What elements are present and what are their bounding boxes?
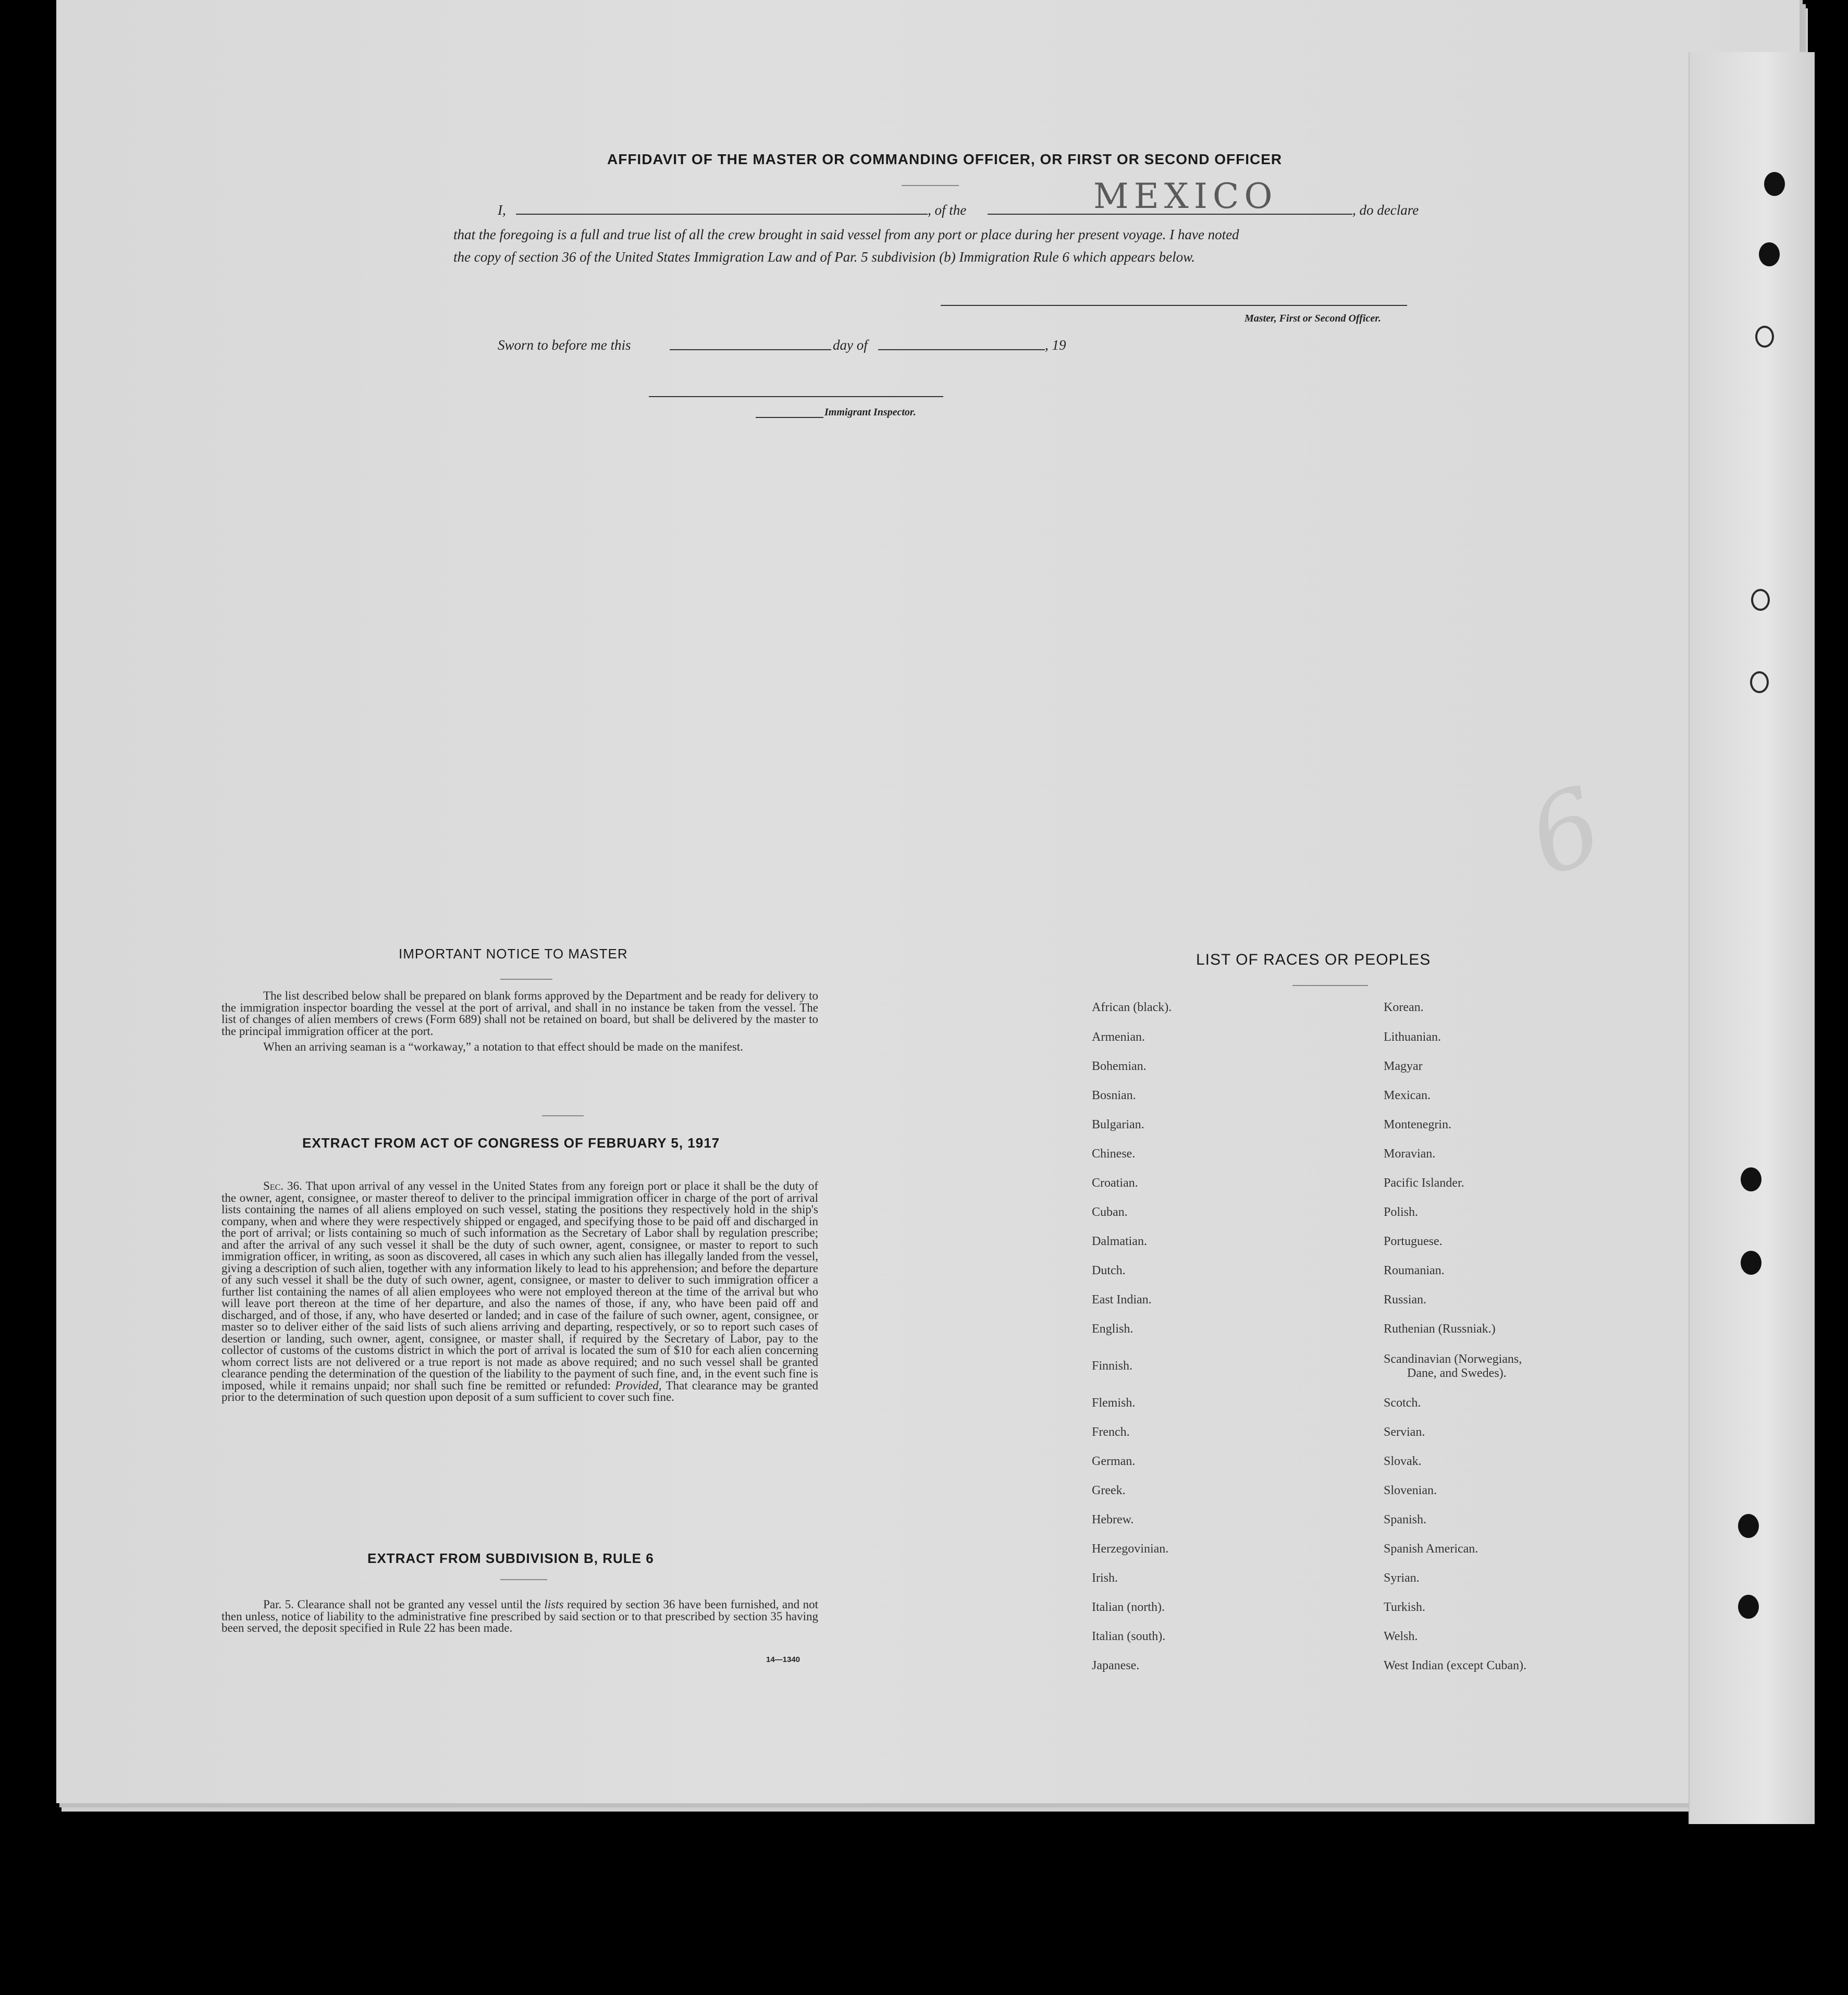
race-item: Dane, and Swedes). — [1407, 1366, 1507, 1380]
affidavit-title: AFFIDAVIT OF THE MASTER OR COMMANDING OFFICER, OR FIRST OR SECOND OFFICER — [607, 151, 1283, 167]
act-provided: Provided, — [615, 1378, 662, 1392]
race-item: Bosnian. — [1092, 1089, 1136, 1102]
vessel-name: MEXICO — [1093, 176, 1278, 216]
page-edge — [1689, 52, 1815, 1824]
affidavit-line-2: that the foregoing is a full and true list of all the crew brought in said vessel from any port or place during her present voyage. I have noted — [453, 227, 1239, 242]
race-item: Spanish. — [1384, 1513, 1427, 1526]
notice-paragraph-1: The list described below shall be prepared on blank forms approved by the Department and be ready for delivery to the immigration inspector boarding the vessel at the port of arrival, and shall in no instance be taken from the vessel. The list of changes of alien members of crews (Form 689) shall not be retained on board, but shall be delivered by the master to the principal immigration officer at the port. — [221, 989, 818, 1038]
act-body — [221, 1180, 818, 1403]
race-item: Montenegrin. — [1384, 1118, 1451, 1131]
rule6-text-a: Par. 5. Clearance shall not be granted any vessel until the — [263, 1598, 541, 1611]
do-declare-label: , do declare — [1352, 202, 1419, 218]
race-item: West Indian (except Cuban). — [1384, 1659, 1526, 1672]
pencil-annotation: 6 — [1513, 763, 1618, 901]
race-item: Cuban. — [1092, 1205, 1128, 1219]
act-tail: That clearance may be granted prior to the determination of such question upon deposit of a sum sufficient to cover such fine. — [221, 1378, 818, 1403]
binder-hole — [1741, 1167, 1761, 1191]
binder-hole — [1755, 326, 1774, 348]
master-caption: Master, First or Second Officer. — [1245, 313, 1381, 324]
race-item: Moravian. — [1384, 1147, 1436, 1161]
notice-body — [221, 990, 818, 1053]
race-item: Finnish. — [1092, 1359, 1133, 1373]
divider — [902, 185, 959, 186]
race-item: Japanese. — [1092, 1659, 1140, 1672]
binder-hole — [1741, 1251, 1761, 1275]
divider — [1292, 985, 1368, 986]
race-item: French. — [1092, 1425, 1130, 1439]
rule6-body — [221, 1599, 818, 1634]
binder-hole — [1738, 1595, 1759, 1619]
rule6-title: EXTRACT FROM SUBDIVISION B, RULE 6 — [367, 1550, 654, 1566]
race-item: Slovak. — [1384, 1455, 1422, 1468]
race-item: Syrian. — [1384, 1571, 1420, 1585]
race-item: Russian. — [1384, 1293, 1427, 1307]
notice-paragraph-2: When an arriving seaman is a “workaway,” a notation to that effect should be made on the manifest. — [263, 1040, 743, 1053]
binder-hole — [1750, 671, 1769, 693]
race-item: Scandinavian (Norwegians, — [1384, 1352, 1522, 1366]
affidavit-line-3: the copy of section 36 of the United States Immigration Law and of Par. 5 subdivision (b) Immigration Rule 6 which appears below. — [453, 249, 1195, 265]
race-item: German. — [1092, 1455, 1136, 1468]
rule6-text-b: required by section 36 have been furnished, and not then unless, notice of liability to the administrative fine prescribed by said section or to that prescribed by section 35 having been served, the deposit specified in Rule 22 has been made. — [221, 1598, 819, 1634]
sworn-month-line[interactable] — [878, 349, 1045, 350]
divider — [542, 1115, 584, 1116]
binder-hole — [1759, 242, 1780, 266]
form-code: 14—1340 — [766, 1655, 800, 1664]
race-item: Irish. — [1092, 1571, 1118, 1585]
race-item: Greek. — [1092, 1484, 1126, 1497]
year-label: , 19 — [1045, 337, 1066, 353]
day-of-label: day of — [833, 337, 868, 353]
act-title: EXTRACT FROM ACT OF CONGRESS OF FEBRUARY 5, 1917 — [302, 1135, 720, 1151]
race-item: Spanish American. — [1384, 1542, 1479, 1556]
race-item: Servian. — [1384, 1425, 1425, 1439]
race-item: Pacific Islander. — [1384, 1176, 1464, 1190]
race-item: Polish. — [1384, 1205, 1419, 1219]
race-item: Dalmatian. — [1092, 1235, 1147, 1248]
divider — [500, 1579, 547, 1580]
race-item: Croatian. — [1092, 1176, 1138, 1190]
race-item: Korean. — [1384, 1001, 1424, 1014]
race-item: Slovenian. — [1384, 1484, 1437, 1497]
document-page — [56, 0, 1803, 1803]
race-item: Hebrew. — [1092, 1513, 1134, 1526]
race-item: Italian (north). — [1092, 1600, 1165, 1614]
act-text: That upon arrival of any vessel in the United States from any foreign port or place it shall be the duty of the owner, agent, consignee, or master thereof to deliver to the principal immigration officer in charge of the port of arrival lists containing the names of all aliens employed on such vessel, stating the positions they respectively hold in the ship's company, when and where they were respectively shipped or engaged, and specifying those to be paid off and discharged in the port of arrival; or lists containing so much of such information as the Secretary of Labor shall by regulation prescribe; and after the arrival of any such vessel it shall be the duty of such owner, agent, consignee, or master to report to such immigration officer, in writing, as soon as discovered, all cases in which any such alien has illegally landed from the vessel, giving a description of such alien, together with any information likely to lead to his apprehension; and before the departure of any such vessel it shall be the duty of such owner, agent, consignee, or master to deliver to such immigration officer a further list containing the names of all alien employees who were not employed thereon at the time of the arrival but who will leave port thereon at the time of her departure, and also the names of those, if any, who have been paid off and discharged, and of those, if any, who have deserted or landed; and in case of the failure of such owner, agent, consignee, or master so to deliver either of the said lists of such aliens arriving and departing, respectively, or so to report such cases of desertion or landing, such owner, agent, consignee, or master shall, if required by the Secretary of Labor, pay to the collector of customs of the customs district in which the port of arrival is located the sum of $10 for each alien concerning whom correct lists are not delivered or a true report is not made as above required; and no such vessel shall be granted clearance pending the determination of the question of the liability to the payment of such fine, and, in the event such fine is imposed, while it remains unpaid; nor shall such fine be remitted or refunded: — [221, 1179, 818, 1392]
race-item: Magyar — [1384, 1060, 1423, 1073]
race-item: Bohemian. — [1092, 1060, 1147, 1073]
race-item: Mexican. — [1384, 1089, 1431, 1102]
master-signature-line[interactable] — [941, 305, 1407, 306]
race-item: Turkish. — [1384, 1600, 1425, 1614]
race-item: Welsh. — [1384, 1630, 1418, 1643]
race-item: English. — [1092, 1322, 1134, 1336]
act-section-label: Sec. 36. — [263, 1179, 302, 1192]
race-item: African (black). — [1092, 1001, 1172, 1014]
race-item: Lithuanian. — [1384, 1030, 1441, 1044]
race-item: Bulgarian. — [1092, 1118, 1144, 1131]
races-title: LIST OF RACES OR PEOPLES — [1196, 951, 1431, 968]
rule6-lists: lists — [544, 1598, 564, 1611]
race-item: East Indian. — [1092, 1293, 1152, 1307]
inspector-dash — [756, 417, 823, 418]
race-item: Ruthenian (Russniak.) — [1384, 1322, 1496, 1336]
of-the-label: , of the — [928, 202, 967, 218]
race-item: Portuguese. — [1384, 1235, 1443, 1248]
declarant-prefix: I, — [498, 202, 506, 218]
race-item: Dutch. — [1092, 1264, 1126, 1277]
race-item: Roumanian. — [1384, 1264, 1445, 1277]
divider — [500, 979, 552, 980]
binder-hole — [1764, 172, 1785, 196]
notice-title: IMPORTANT NOTICE TO MASTER — [399, 946, 628, 962]
binder-hole — [1738, 1514, 1759, 1538]
race-item: Chinese. — [1092, 1147, 1136, 1161]
inspector-signature-line[interactable] — [649, 396, 943, 397]
declarant-name-line[interactable] — [516, 214, 928, 215]
race-item: Armenian. — [1092, 1030, 1145, 1044]
sworn-day-line[interactable] — [670, 349, 831, 350]
race-item: Italian (south). — [1092, 1630, 1166, 1643]
sworn-label: Sworn to before me this — [498, 337, 631, 353]
race-item: Herzegovinian. — [1092, 1542, 1169, 1556]
binder-hole — [1751, 589, 1770, 611]
inspector-caption: Immigrant Inspector. — [824, 407, 916, 418]
race-item: Flemish. — [1092, 1396, 1136, 1410]
race-item: Scotch. — [1384, 1396, 1421, 1410]
